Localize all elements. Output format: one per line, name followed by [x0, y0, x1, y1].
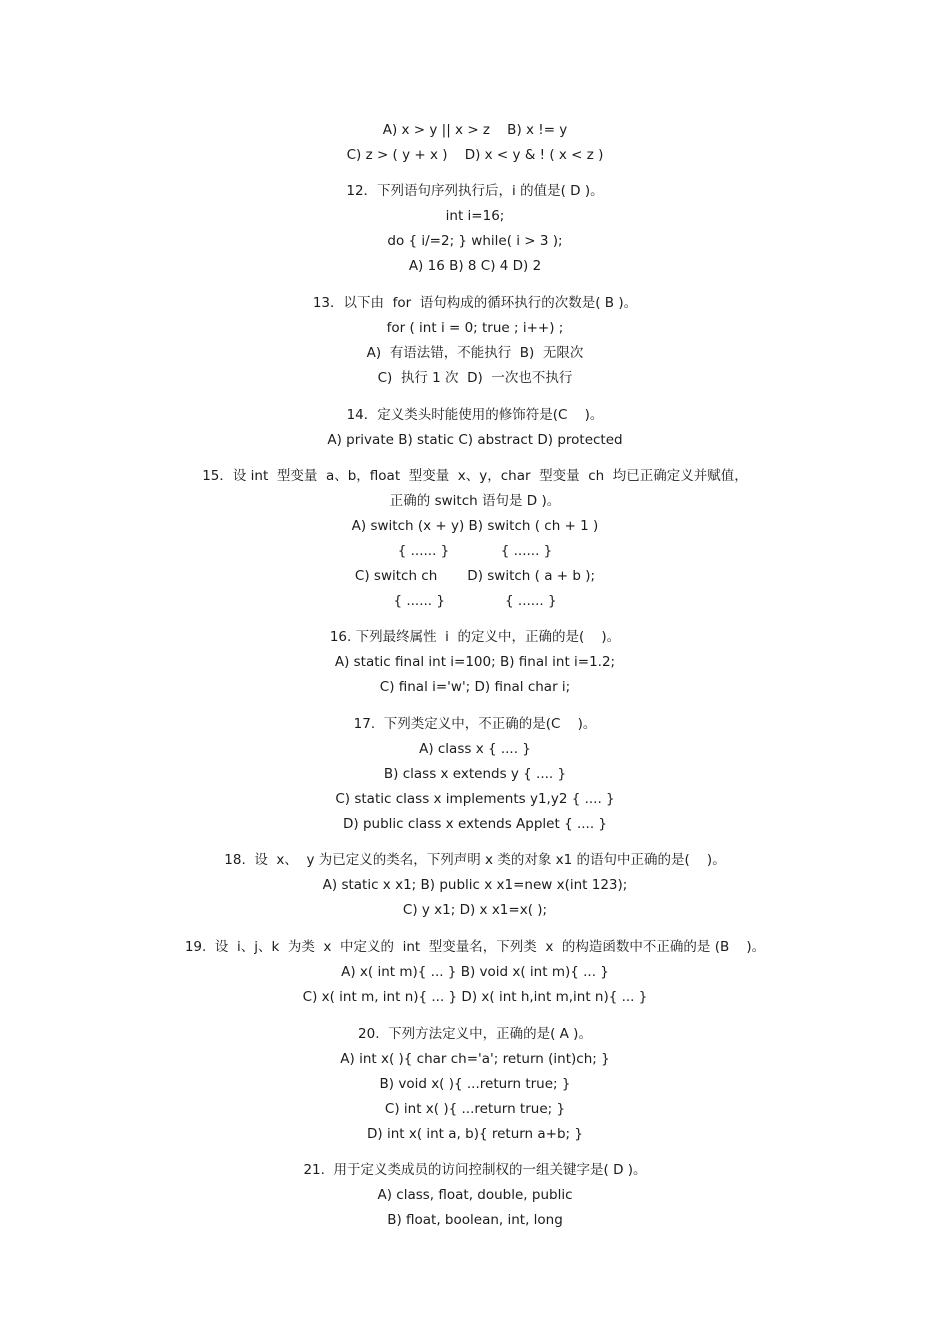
text-line: C) y x1; D) x x1=x( );: [402, 902, 548, 918]
question-heading: 14．定义类头时能使用的修饰符是(C )。: [346, 407, 604, 423]
text-line: A) private B) static C) abstract D) protected: [327, 432, 623, 448]
question-heading: 21. 用于定义类成员的访问控制权的一组关键字是( D )。: [303, 1162, 647, 1178]
text-line: C) final i='w'; D) final char i;: [379, 679, 571, 695]
text-line: C) 执行 1 次 D) 一次也不执行: [377, 370, 573, 386]
text-line: A) static x x1; B) public x x1=new x(int 123);: [322, 877, 628, 893]
text-line: int i=16;: [445, 208, 505, 224]
text-line: A) int x( ){ char ch='a'; return (int)ch; }: [340, 1051, 610, 1067]
question-heading: 16. 下列最终属性 i 的定义中，正确的是( )。: [329, 629, 621, 645]
text-line: for ( int i = 0; true ; i++) ;: [386, 320, 564, 336]
text-line: 正确的 switch 语句是 D )。: [389, 493, 561, 509]
text-line: A) 有语法错，不能执行 B) 无限次: [366, 345, 584, 361]
text-line: A) 16 B) 8 C) 4 D) 2: [408, 258, 542, 274]
text-line: D) int x( int a, b){ return a+b; }: [366, 1126, 583, 1142]
text-line: { ...... } { ...... }: [397, 543, 553, 559]
question-heading: 17. 下列类定义中，不正确的是(C )。: [353, 716, 597, 732]
text-line: A) x > y || x > z B) x != y: [382, 122, 568, 138]
text-line: do { i/=2; } while( i > 3 );: [387, 233, 563, 249]
text-line: D) public class x extends Applet { .... }: [343, 816, 607, 832]
question-heading: 13．以下由 for 语句构成的循环执行的次数是( B )。: [312, 295, 638, 311]
text-line: C) z > ( y + x ) D) x < y & ! ( x < z ): [346, 147, 604, 163]
question-heading: 19. 设 i、j、k 为类 x 中定义的 int 型变量名，下列类 x 的构造函数中不正确的是 (B )。: [184, 939, 766, 955]
text-line: C) int x( ){ ...return true; }: [384, 1101, 566, 1117]
text-line: C) x( int m, int n){ ... } D) x( int h,int m,int n){ ... }: [302, 989, 648, 1005]
text-line: B) float, boolean, int, long: [387, 1212, 563, 1228]
text-line: B) void x( ){ ...return true; }: [379, 1076, 571, 1092]
text-line: A) class x { .... }: [419, 741, 531, 757]
question-heading: 18. 设 x、 y 为已定义的类名，下列声明 x 类的对象 x1 的语句中正确的是( )。: [224, 852, 726, 868]
text-line: A) x( int m){ ... } B) void x( int m){ ... }: [341, 964, 609, 980]
text-line: { ...... } { ...... }: [393, 593, 557, 609]
question-heading: 15．设 int 型变量 a、b，float 型变量 x、y，char 型变量 ch 均已正确定义并赋值，: [202, 468, 748, 484]
text-line: B) class x extends y { .... }: [383, 766, 567, 782]
text-line: C) static class x implements y1,y2 { .... }: [335, 791, 615, 807]
text-line: A) class, float, double, public: [377, 1187, 573, 1203]
text-line: C) switch ch D) switch ( a + b );: [354, 568, 596, 584]
question-heading: 12．下列语句序列执行后，i 的值是( D )。: [346, 183, 604, 199]
text-line: A) static final int i=100; B) final int i=1.2;: [334, 654, 616, 670]
question-heading: 20. 下列方法定义中，正确的是( A )。: [358, 1026, 592, 1042]
text-line: A) switch (x + y) B) switch ( ch + 1 ): [351, 518, 599, 534]
